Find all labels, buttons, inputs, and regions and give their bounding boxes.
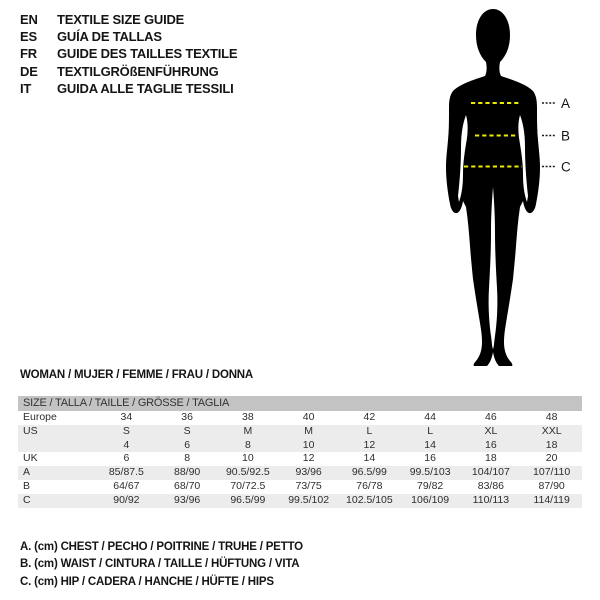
- table-cell: L: [366, 424, 373, 437]
- language-code: FR: [20, 46, 37, 62]
- language-label: TEXTILGRÖßENFÜHRUNG: [57, 63, 219, 79]
- table-cell: 90/92: [113, 493, 140, 506]
- table-cell: 104/107: [471, 466, 510, 479]
- table-cell: 20: [545, 452, 558, 465]
- row-label: B: [23, 479, 31, 492]
- table-cell: 40: [302, 411, 315, 423]
- table-cell: 38: [242, 411, 254, 423]
- measure-label-C: C: [561, 159, 571, 175]
- language-label: GUIDA ALLE TAGLIE TESSILI: [57, 80, 234, 96]
- section-heading-woman: WOMAN / MUJER / FEMME / FRAU / DONNA: [20, 369, 254, 381]
- table-cell: 16: [424, 452, 436, 465]
- table-cell: 36: [181, 411, 193, 423]
- measure-label-B: B: [561, 128, 571, 144]
- table-cell: 44: [424, 411, 436, 423]
- legend-item-hip: C. (cm) HIP / CADERA / HANCHE / HÜFTE / HIPS: [20, 575, 274, 588]
- legend-item-chest: A. (cm) CHEST / PECHO / POITRINE / TRUHE / PETTO: [20, 541, 303, 553]
- table-cell: 8: [184, 452, 191, 465]
- table-cell: 48: [545, 411, 558, 423]
- table-cell: 42: [363, 411, 376, 423]
- table-cell: 93/96: [173, 493, 201, 506]
- table-row-us-letter: [18, 425, 582, 439]
- language-code: EN: [20, 12, 38, 27]
- table-cell: 106/109: [411, 493, 450, 506]
- size-table: [18, 396, 582, 508]
- language-row-en: [20, 11, 237, 28]
- table-cell: 64/67: [113, 479, 140, 492]
- row-label: A: [23, 466, 31, 479]
- table-cell: 10: [302, 438, 315, 451]
- language-row-fr: [20, 45, 237, 62]
- measurement-legend: [20, 539, 303, 591]
- table-cell: M: [304, 424, 313, 437]
- table-cell: 6: [123, 452, 130, 465]
- row-label: UK: [23, 452, 38, 465]
- table-cell: 99.5/102: [288, 493, 330, 506]
- table-cell: 68/70: [173, 479, 201, 492]
- table-row-us-number: [18, 439, 582, 453]
- table-row-chest-a: [18, 466, 582, 480]
- table-cell: XL: [484, 424, 498, 437]
- table-cell: 79/82: [416, 479, 444, 492]
- table-cell: 73/75: [295, 479, 322, 492]
- table-cell: XXL: [541, 424, 562, 437]
- legend-item-waist: B. (cm) WAIST / CINTURA / TAILLE / HÜFTUNG / VITA: [20, 558, 300, 571]
- table-cell: 76/78: [356, 479, 383, 492]
- table-cell: 4: [123, 438, 130, 451]
- table-cell: 8: [244, 438, 251, 451]
- table-cell: S: [183, 424, 191, 437]
- language-code: ES: [20, 29, 37, 45]
- language-label: TEXTILE SIZE GUIDE: [57, 12, 185, 27]
- table-cell: 12: [302, 452, 315, 465]
- table-cell: 99.5/103: [409, 466, 451, 479]
- language-row-it: [20, 80, 237, 97]
- row-label: US: [23, 424, 38, 437]
- table-cell: 107/110: [533, 466, 571, 479]
- table-cell: 6: [184, 438, 191, 451]
- table-cell: 14: [424, 438, 436, 451]
- language-row-de: [20, 63, 237, 80]
- table-cell: 90.5/92.5: [225, 466, 270, 479]
- table-cell: 18: [485, 452, 497, 465]
- table-cell: L: [427, 424, 434, 437]
- size-table-header: SIZE / TALLA / TAILLE / GRÖSSE / TAGLIA: [18, 396, 582, 411]
- table-row-hip-c: [18, 494, 582, 508]
- table-cell: 34: [120, 411, 133, 423]
- table-row-europe: [18, 411, 582, 425]
- table-cell: 85/87.5: [108, 466, 144, 479]
- table-cell: 14: [363, 452, 376, 465]
- row-label: C: [23, 493, 31, 506]
- row-label: Europe: [23, 411, 57, 423]
- table-cell: 110/113: [472, 493, 510, 506]
- table-cell: 16: [485, 438, 497, 451]
- language-row-es: [20, 28, 237, 45]
- language-label: GUÍA DE TALLAS: [57, 29, 162, 45]
- language-code: DE: [20, 63, 38, 79]
- table-cell: 87/90: [538, 479, 565, 492]
- woman-figure: [420, 0, 600, 380]
- table-cell: 10: [242, 452, 254, 465]
- table-cell: S: [122, 424, 130, 437]
- table-cell: 83/86: [477, 479, 505, 492]
- table-cell: 88/90: [173, 466, 201, 479]
- language-list: [20, 11, 237, 97]
- table-cell: 96.5/99: [230, 493, 266, 506]
- table-cell: 12: [363, 438, 376, 451]
- table-row-uk: [18, 452, 582, 466]
- table-cell: 114/119: [533, 493, 570, 506]
- table-cell: M: [243, 424, 253, 437]
- row-label: [18, 439, 96, 453]
- table-cell: 96.5/99: [351, 466, 387, 479]
- table-row-waist-b: [18, 480, 582, 494]
- measure-label-A: A: [561, 96, 571, 111]
- table-cell: 93/96: [295, 466, 322, 479]
- language-code: IT: [20, 80, 32, 96]
- table-cell: 18: [545, 438, 558, 451]
- language-label: GUIDE DES TAILLES TEXTILE: [57, 46, 238, 62]
- table-cell: 102.5/105: [346, 493, 393, 506]
- table-cell: 70/72.5: [230, 479, 266, 492]
- table-cell: 46: [485, 411, 497, 423]
